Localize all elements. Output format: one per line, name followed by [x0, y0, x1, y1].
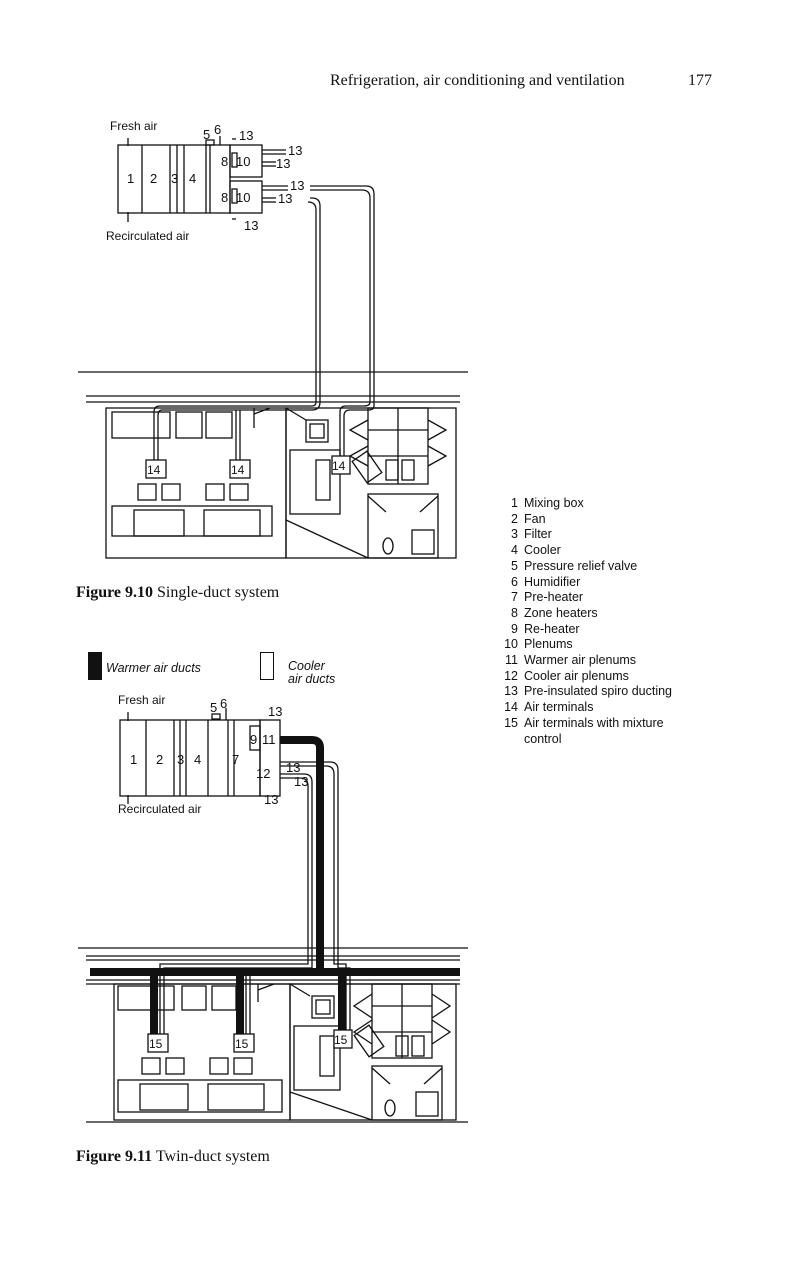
legend-item [498, 575, 698, 591]
terminal-label: 14 [147, 463, 161, 477]
legend-item [498, 559, 698, 575]
figure-twin-duct [0, 680, 789, 1150]
terminal-label: 14 [332, 459, 346, 473]
legend-text: Pre-insulated spiro ducting [524, 684, 672, 699]
svg-text:3: 3 [171, 171, 179, 186]
svg-text:13: 13 [244, 218, 259, 233]
figure-label: Figure 9.11 [76, 1148, 153, 1165]
svg-text:12: 12 [256, 766, 271, 781]
svg-text:13: 13 [286, 760, 301, 775]
legend-number: 6 [511, 574, 518, 589]
svg-text:1: 1 [127, 171, 135, 186]
legend-number: 1 [511, 496, 518, 510]
legend-item [498, 622, 698, 638]
legend-number: 5 [511, 558, 518, 573]
legend-number: 10 [504, 637, 518, 652]
svg-text:13: 13 [239, 128, 254, 143]
svg-text:13: 13 [288, 143, 303, 158]
legend-text: Filter [524, 527, 552, 542]
room-right [290, 984, 456, 1120]
recirculated-air-label: Recirculated air [118, 802, 202, 816]
legend-text: Mixing box [524, 496, 584, 510]
terminal-label: 15 [235, 1037, 249, 1051]
legend-number: 2 [511, 511, 518, 526]
svg-text:13: 13 [278, 191, 293, 206]
svg-text:6: 6 [220, 696, 228, 711]
caption-text: Single-duct system [157, 584, 280, 601]
legend-text: Cooler air plenums [524, 668, 629, 683]
svg-text:2: 2 [150, 171, 158, 186]
svg-text:4: 4 [194, 752, 202, 767]
terminal-label: 15 [149, 1037, 163, 1051]
warm-duct-swatch [88, 652, 102, 680]
svg-text:13: 13 [268, 704, 283, 719]
legend-item [498, 606, 698, 622]
page-number: 177 [688, 72, 712, 89]
svg-text:8: 8 [221, 190, 229, 205]
svg-text:7: 7 [232, 752, 240, 767]
legend-text: Humidifier [524, 574, 581, 589]
svg-text:1: 1 [130, 752, 138, 767]
svg-text:2: 2 [156, 752, 164, 767]
fresh-air-label: Fresh air [118, 693, 166, 707]
svg-text:13: 13 [276, 156, 291, 171]
legend-number: 7 [511, 590, 518, 605]
legend-text: Air terminals with mixture control [524, 715, 664, 746]
recirculated-air-label: Recirculated air [106, 229, 190, 243]
legend-item [498, 512, 698, 528]
legend-number: 12 [504, 668, 518, 683]
legend-number: 15 [504, 715, 518, 730]
svg-text:13: 13 [290, 178, 305, 193]
terminal-label: 14 [231, 463, 245, 477]
legend-text: Cooler [524, 543, 561, 558]
svg-text:11: 11 [262, 732, 276, 747]
legend-item [498, 543, 698, 559]
legend-text: Air terminals [524, 700, 594, 715]
legend-number: 8 [511, 605, 518, 620]
running-head-title: Refrigeration, air conditioning and ventilation [330, 72, 625, 89]
figure-caption [76, 1148, 270, 1166]
legend-number: 9 [511, 621, 518, 636]
legend-text: Pressure relief valve [524, 558, 638, 573]
svg-text:3: 3 [177, 752, 185, 767]
svg-text:13: 13 [294, 774, 309, 789]
figure-caption [76, 584, 279, 602]
legend-text: Fan [524, 511, 546, 526]
legend-number: 4 [511, 543, 518, 558]
legend-text: Pre-heater [524, 590, 584, 605]
figure-label: Figure 9.10 [76, 584, 154, 601]
svg-text:13: 13 [264, 792, 279, 807]
svg-text:10: 10 [236, 154, 251, 169]
caption-text: Twin-duct system [155, 1148, 270, 1165]
svg-text:8: 8 [221, 154, 229, 169]
terminal-label: 15 [334, 1033, 348, 1047]
svg-text:5: 5 [210, 700, 218, 715]
svg-text:4: 4 [189, 171, 197, 186]
legend-text: Re-heater [524, 621, 580, 636]
svg-text:6: 6 [214, 122, 222, 137]
legend-number: 13 [504, 684, 518, 699]
fresh-air-label: Fresh air [110, 119, 158, 133]
legend-item [498, 653, 698, 669]
svg-text:9: 9 [250, 732, 258, 747]
legend-item [498, 590, 698, 606]
legend-number: 3 [511, 527, 518, 542]
cool-duct-label: Cooler air ducts [288, 659, 336, 686]
legend-text: Plenums [524, 637, 573, 652]
svg-text:10: 10 [236, 190, 251, 205]
legend-item [498, 496, 698, 512]
cool-duct-swatch [260, 652, 274, 680]
legend-number: 11 [505, 653, 518, 668]
legend-item [498, 637, 698, 653]
legend-text: Warmer air plenums [524, 653, 637, 668]
warm-duct-label: Warmer air ducts [106, 661, 201, 675]
legend-number: 14 [504, 700, 518, 715]
legend-item [498, 527, 698, 543]
legend-text: Zone heaters [524, 605, 598, 620]
svg-text:5: 5 [203, 127, 211, 142]
